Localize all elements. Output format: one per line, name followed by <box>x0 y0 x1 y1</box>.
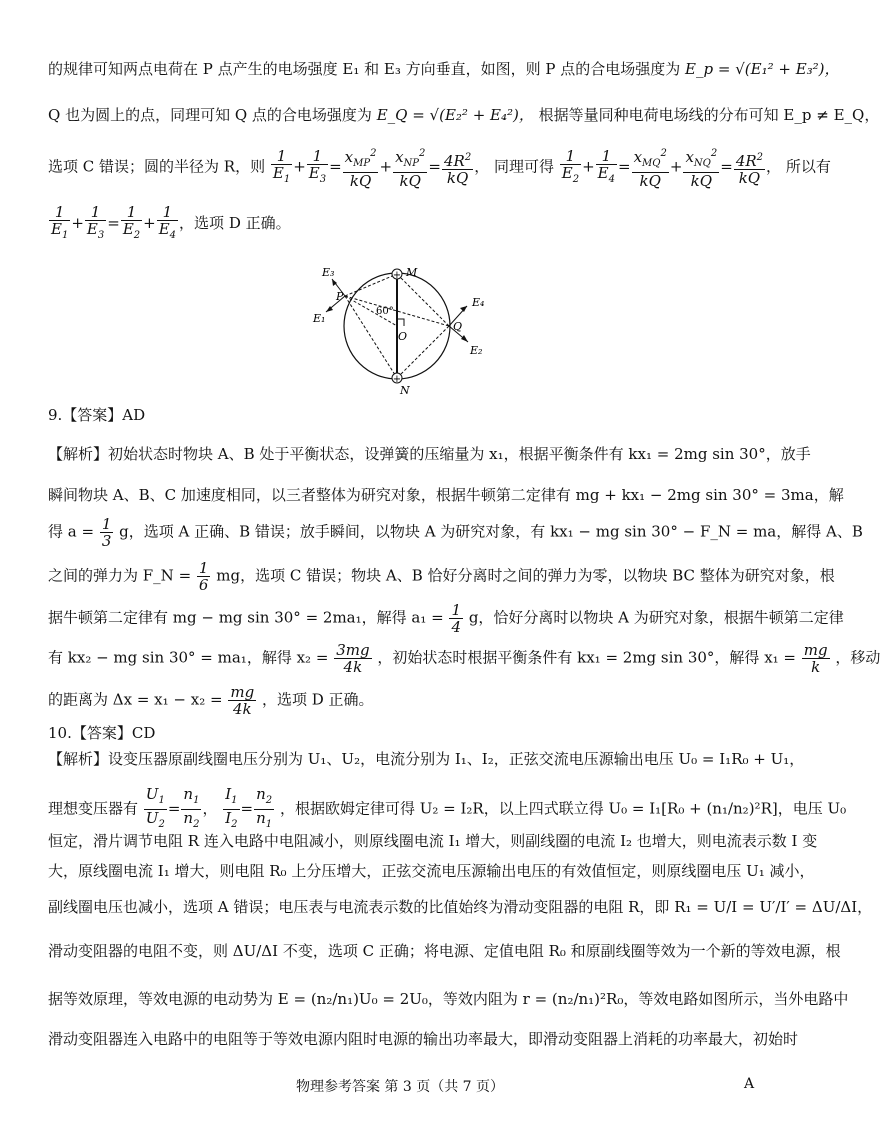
frac-mg-4k-num: mg <box>230 683 255 701</box>
q9-l6-pre: 有 kx₂ − mg sin 30° = ma₁，解得 x₂ = <box>48 648 329 667</box>
s8-line2-text: Q 也为圆上的点，同理可知 Q 点的合电场强度为 <box>48 106 372 124</box>
q10-heading: 10.【答案】CD <box>48 724 156 742</box>
s8-line3-mid: 同理可得 <box>493 157 554 176</box>
s8-line3: 选项 C 错误；圆的半径为 R，则 $\frac{1}{E_1}$ + $\frac{1}{E_3}$ = $\frac{x_{MP}^2}{kQ}$ + $\frac{x_{NP}^2}{kQ}$ = $\frac{4R^2}{kQ}$ ， 同理可得 $\frac{1}{E_2}$ + $\frac{1}{E_4}$ = $\frac{x_{MQ}^2}{kQ}$ + $\frac{x_{NQ}^2}{kQ}$ = $\frac{4R^2}{kQ}$ ， 所以有 <box>48 146 831 190</box>
q10-l2: 理想变压器有 $\frac{U_1}{U_2}$ = $\frac{n_1}{n_2}$ ， $\frac{I_1}{I_2}$ = $\frac{n_2}{n_1}$ ，根据欧姆定律可得 U₂ = I₂R，以上四式联立得 U₀ = I₁[R₀ + (n₁/n₂)²R]，电压 U₀ <box>48 785 847 830</box>
q9-heading: 9.【答案】AD <box>48 406 146 424</box>
q9-l3-post: g，选项 A 正确、B 错误；放手瞬间，以物块 A 为研究对象，有 kx₁ − mg sin 30° − F_N = ma，解得 A、B <box>119 522 863 541</box>
q9-l7-pre: 的距离为 Δx = x₁ − x₂ = <box>48 690 223 709</box>
right-angle-mark <box>397 319 404 326</box>
frac-mg-4k-den: 4k <box>232 700 252 718</box>
q9-l5 <box>48 601 844 636</box>
s8-line4: $\frac{1}{E_1}$ + $\frac{1}{E_3}$ = $\frac{1}{E_2}$ + $\frac{1}{E_4}$ ，选项 D 正确。 <box>51 203 291 241</box>
q10-l6: 滑动变阻器的电阻不变，则 ΔU/ΔI 不变，选项 C 正确；将电源、定值电阻 R₀ 和原副线圈等效为一个新的等效电源，根 <box>48 942 841 960</box>
s8-line2-tail: 根据等量同种电荷电场线的分布可知 E_p ≠ E_Q， <box>538 106 880 124</box>
label-o: O <box>398 330 408 343</box>
q9-l6-mid: ，初始状态时根据平衡条件有 kx₁ = 2mg sin 30°，解得 x₁ = <box>377 648 797 667</box>
arrow-e4-head <box>460 306 467 312</box>
q9-l5-pre: 据牛顿第二定律有 mg − mg sin 30° = 2ma₁，解得 a₁ = <box>48 608 444 627</box>
s8-line1 <box>48 58 840 79</box>
q9-l1: 【解析】初始状态时物块 A、B 处于平衡状态，设弹簧的压缩量为 x₁，根据平衡条件有 kx₁ = 2mg sin 30°，放手 <box>48 445 811 463</box>
q9-l4 <box>48 559 835 594</box>
q10-l3: 恒定，滑片调节电阻 R 连入电路中电阻减小，则原线圈电流 I₁ 增大，则副线圈的电流 I₂ 也增大，则电流表示数 I 变 <box>48 832 818 850</box>
q9-l3 <box>48 515 863 550</box>
frac-1-6-num: 1 <box>198 559 209 577</box>
q9-l6 <box>48 641 880 676</box>
label-n: N <box>400 384 410 397</box>
frac-1-4-den: 4 <box>451 618 462 636</box>
label-e1: E₁ <box>313 312 326 325</box>
s8-line3-post: 所以有 <box>785 157 831 176</box>
label-p: P <box>336 290 344 303</box>
page-footer: 物理参考答案 第 3 页（共 7 页） <box>295 1079 505 1095</box>
label-m: M <box>406 266 418 279</box>
frac-mg-k-den: k <box>811 658 821 676</box>
s8-ep-formula: E_p = √(E₁² + E₃²)， <box>685 60 840 78</box>
frac-mg-k-num: mg <box>803 641 828 659</box>
s8-line2 <box>48 104 880 125</box>
s8-line3-pre: 选项 C 错误；圆的半径为 R，则 <box>48 157 266 176</box>
q10-l8: 滑动变阻器连入电路中的电阻等于等效电源内阻时电源的输出功率最大，即滑动变阻器上消耗的功率最大，初始时 <box>48 1030 799 1048</box>
q9-l3-pre: 得 a = <box>48 522 95 541</box>
q9-l4-post: mg，选项 C 错误；物块 A、B 恰好分离时之间的弹力为零，以物块 BC 整体为研究对象，根 <box>216 566 835 585</box>
q9-l7 <box>48 684 760 717</box>
q9-l6-post: ，移动 <box>835 648 880 667</box>
s8-line1-text: 的规律可知两点电荷在 P 点产生的电场强度 E₁ 和 E₃ 方向垂直，如图，则 P 点的合电场强度为 <box>48 60 681 78</box>
frac-1-3-den: 3 <box>101 532 112 550</box>
s8-line4-post: ，选项 D 正确。 <box>179 214 291 232</box>
label-e4: E₄ <box>472 296 485 309</box>
label-e2: E₂ <box>470 344 483 357</box>
frac-3mg-4k-den: 4k <box>343 658 363 676</box>
q9-l7-post: ，选项 D 正确。 <box>261 690 374 709</box>
q10-l4: 大，原线圈电流 I₁ 增大，则电阻 R₀ 上分压增大，正弦交流电压源输出电压的有效值恒定，则原线圈电压 U₁ 减小， <box>48 862 815 880</box>
arrow-e2-head <box>461 335 468 342</box>
charge-m-sign: + <box>392 270 402 281</box>
q9-l2: 瞬间物块 A、B、C 加速度相同，以三者整体为研究对象，根据牛顿第二定律有 mg + kx₁ − 2mg sin 30° = 3ma，解 <box>48 486 844 504</box>
q10-l2-mid: ，根据欧姆定律可得 U₂ = I₂R，以上四式联立得 U₀ = I₁[R₀ + (n₁/n₂)²R]，电压 U₀ <box>279 799 847 818</box>
s8-eq-formula: E_Q = √(E₂² + E₄²)， <box>376 106 534 124</box>
label-e3: E₃ <box>322 266 335 279</box>
paper-version-flag: A <box>744 1076 755 1092</box>
frac-1-4-num: 1 <box>451 601 462 619</box>
label-angle: 60° <box>376 306 394 317</box>
frac-1-3-num: 1 <box>101 515 112 533</box>
q10-l1: 【解析】设变压器原副线圈电压分别为 U₁、U₂，电流分别为 I₁、I₂，正弦交流电压源输出电压 U₀ = I₁R₀ + U₁， <box>48 750 805 768</box>
label-q: Q <box>453 320 463 333</box>
frac-1-6-den: 6 <box>198 576 209 594</box>
dashed-pm <box>345 274 397 296</box>
q10-l7: 据等效原理，等效电源的电动势为 E = (n₂/n₁)U₀ = 2U₀，等效内阻为 r = (n₂/n₁)²R₀，等效电路如图所示，当外电路中 <box>48 990 849 1008</box>
frac-3mg-4k-num: 3mg <box>336 641 370 659</box>
q10-l2-pre: 理想变压器有 <box>48 799 139 818</box>
q10-l5: 副线圈电压也减小，选项 A 错误；电压表与电流表示数的比值始终为滑动变阻器的电阻 R，即 R₁ = U/I = U′/I′ = ΔU/ΔI， <box>48 898 873 916</box>
charge-n-sign: + <box>392 374 402 385</box>
q9-l5-post: g，恰好分离时以物块 A 为研究对象，根据牛顿第二定律 <box>468 608 844 627</box>
electric-field-figure <box>0 262 800 402</box>
q9-l4-pre: 之间的弹力为 F_N = <box>48 566 192 585</box>
